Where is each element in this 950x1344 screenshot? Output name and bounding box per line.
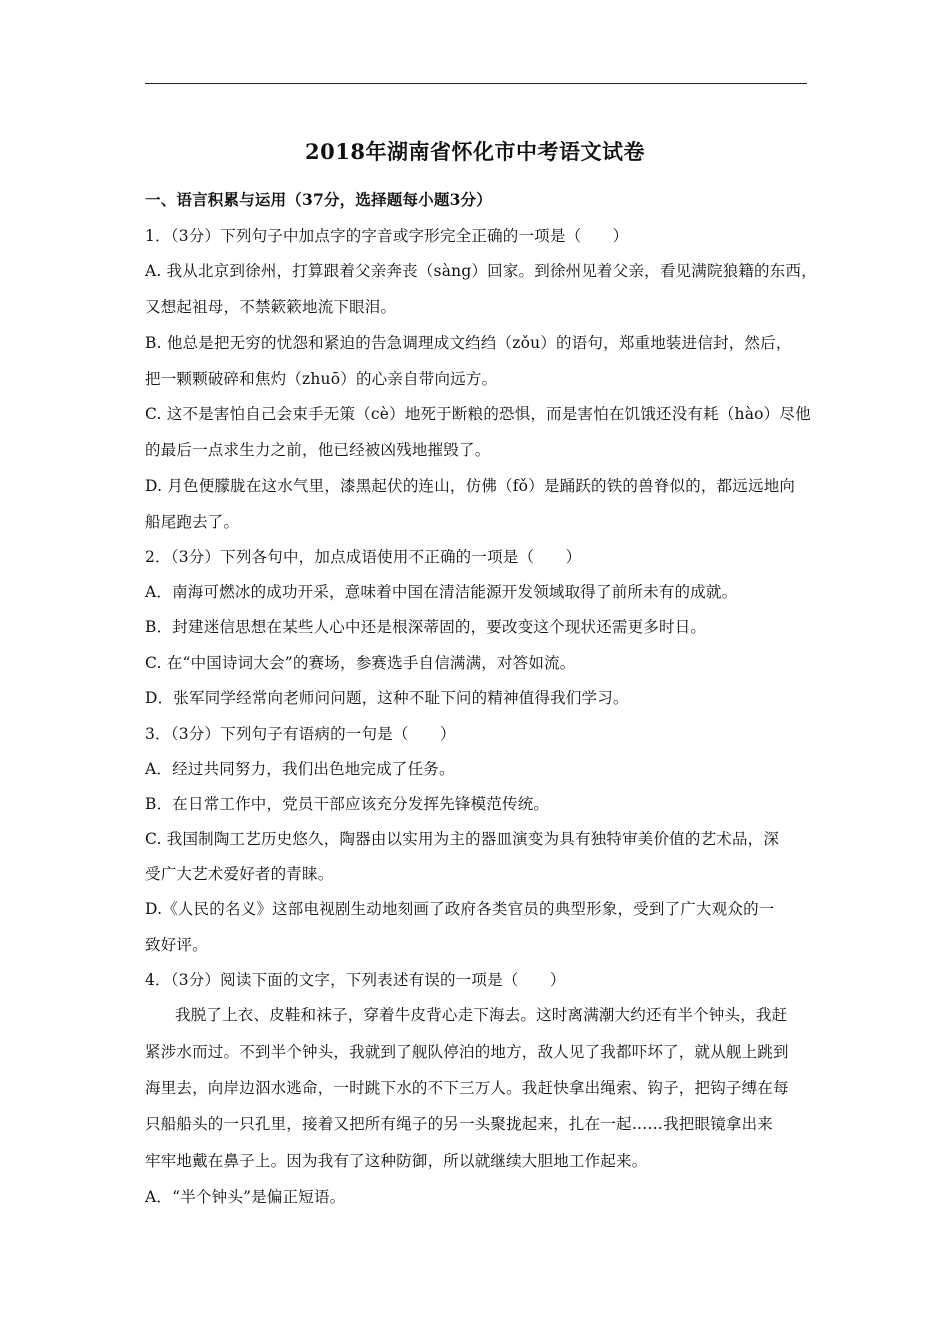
- question-2-stem: 2．（3分）下列各句中，加点成语使用不正确的一项是（ ）: [145, 548, 582, 566]
- q3-option-d-cont: 致好评。: [145, 936, 208, 954]
- q4-option-a: A．“半个钟头”是偏正短语。: [145, 1188, 346, 1206]
- q1-option-d: D. 月色便朦胧在这水气里，漆黑起伏的连山，仿佛（fǒ）是踊跃的铁的兽脊似的，都远远地向: [145, 477, 796, 495]
- header-rule: [145, 83, 807, 84]
- q3-option-c: C. 我国制陶工艺历史悠久，陶器由以实用为主的器皿演变为具有独特审美价值的艺术品，深: [145, 830, 780, 848]
- q1-option-b: B. 他总是把无穷的忧怨和紧迫的告急调理成文绉绉（zǒu）的语句，郑重地装进信封，然后，: [145, 334, 792, 352]
- q3-option-a: A．经过共同努力，我们出色地完成了任务。: [145, 760, 455, 778]
- q3-option-d: D.《人民的名义》这部电视剧生动地刻画了政府各类官员的典型形象，受到了广大观众的一: [145, 900, 775, 918]
- q2-option-b: B．封建迷信思想在某些人心中还是根深蒂固的，要改变这个现状还需更多时日。: [145, 618, 707, 636]
- q1-option-a-cont: 又想起祖母，不禁簌簌地流下眼泪。: [145, 298, 397, 316]
- q2-option-a: A．南海可燃冰的成功开采，意味着中国在清洁能源开发领域取得了前所未有的成就。: [145, 583, 738, 601]
- question-3-stem: 3．（3分）下列句子有语病的一句是（ ）: [145, 725, 456, 743]
- q4-passage-line: 只船船头的一只孔里，接着又把所有绳子的另一头聚拢起来，扎在一起……我把眼镜拿出来: [145, 1115, 774, 1133]
- q4-passage-line: 我脱了上衣、皮鞋和袜子，穿着牛皮背心走下海去。这时离满潮大约还有半个钟头，我赶: [175, 1006, 788, 1024]
- q3-option-b: B．在日常工作中，党员干部应该充分发挥先锋模范传统。: [145, 795, 550, 813]
- q2-option-d: D．张军同学经常向老师问问题，这种不耻下问的精神值得我们学习。: [145, 689, 629, 707]
- q4-passage-line: 紧涉水而过。不到半个钟头，我就到了舰队停泊的地方，敌人见了我都吓坏了，就从舰上跳到: [145, 1043, 789, 1061]
- section-heading: 一、语言积累与运用（37分，选择题每小题3分）: [145, 190, 492, 209]
- page-title: 2018年湖南省怀化市中考语文试卷: [305, 139, 645, 164]
- q1-option-c: C. 这不是害怕自己会束手无策（cè）地死于断粮的恐惧，而是害怕在饥饿还没有耗（hào）尽他: [145, 405, 811, 423]
- q4-passage-line: 牢牢地戴在鼻子上。因为我有了这种防御，所以就继续大胆地工作起来。: [145, 1152, 648, 1170]
- q2-option-c: C. 在“中国诗词大会”的赛场，参赛选手自信满满，对答如流。: [145, 654, 576, 672]
- question-1-stem: 1．（3分）下列句子中加点字的字音或字形完全正确的一项是（ ）: [145, 227, 629, 245]
- q1-option-a: A. 我从北京到徐州，打算跟着父亲奔丧（sàng）回家。到徐州见着父亲，看见满院狼籍的东西，: [145, 262, 817, 280]
- q4-passage-line: 海里去，向岸边泅水逃命，一时跳下水的不下三万人。我赶快拿出绳索、钩子，把钩子缚在每: [145, 1079, 789, 1097]
- q1-option-d-cont: 船尾跑去了。: [145, 513, 240, 531]
- q3-option-c-cont: 受广大艺术爱好者的青睐。: [145, 865, 334, 883]
- q1-option-b-cont: 把一颗颗破碎和焦灼（zhuō）的心亲自带向远方。: [145, 370, 498, 388]
- q1-option-c-cont: 的最后一点求生力之前，他已经被凶残地摧毁了。: [145, 441, 491, 459]
- question-4-stem: 4．（3分）阅读下面的文字，下列表述有误的一项是（ ）: [145, 971, 566, 989]
